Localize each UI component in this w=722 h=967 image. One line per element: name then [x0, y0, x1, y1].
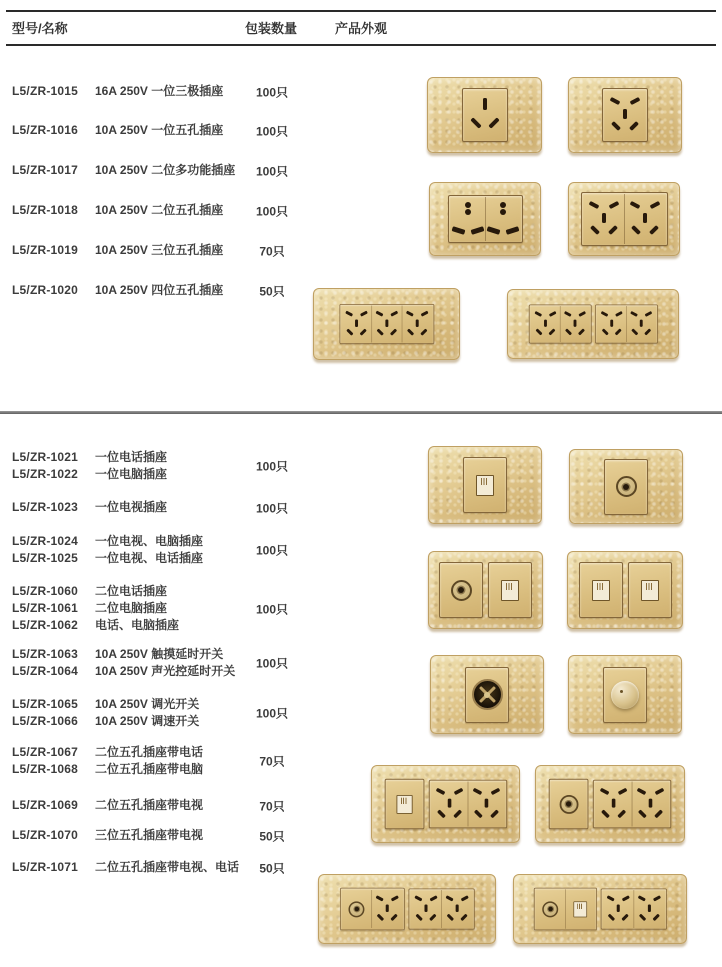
five-hole-socket-icon — [597, 306, 626, 342]
package-quantity: 100只 — [255, 85, 289, 99]
module-row — [569, 183, 679, 255]
socket-slot — [385, 320, 388, 327]
model-code: L5/ZR-1066 — [12, 714, 79, 728]
socket-module — [628, 562, 672, 618]
socket-slot — [360, 311, 368, 317]
model-code: L5/ZR-1018 — [12, 203, 79, 217]
socket-slot — [376, 328, 383, 335]
product-name: 16A 250V 一位三极插座 — [95, 84, 224, 98]
package-quantity: 100只 — [255, 602, 289, 616]
socket-slot — [465, 209, 471, 215]
socket-slot — [590, 225, 600, 235]
model-code: L5/ZR-1015 — [12, 84, 79, 98]
socket-module — [595, 305, 658, 344]
grille-icon — [468, 669, 506, 721]
socket-module — [462, 88, 508, 142]
product-name: 一位电视插座 — [95, 500, 168, 514]
product-name: 二位五孔插座带电话 — [95, 745, 204, 759]
module-row — [340, 883, 474, 935]
five-hole-socket-icon — [531, 306, 560, 342]
socket-slot — [429, 895, 437, 901]
socket-slot — [473, 809, 482, 818]
package-quantity: 100只 — [255, 204, 289, 218]
model-code: L5/ZR-1024 — [12, 534, 79, 548]
product-name: 二位电脑插座 — [95, 601, 168, 615]
socket-slot — [588, 201, 599, 209]
module-row — [430, 183, 540, 255]
coax-icon — [552, 781, 586, 828]
socket-slot — [548, 328, 555, 335]
product-name: 二位电话插座 — [95, 584, 168, 598]
product-name: 10A 250V 二位五孔插座 — [95, 203, 224, 217]
tv-coax-icon — [616, 476, 637, 497]
five-hole-socket-icon — [626, 306, 656, 342]
socket-module — [579, 562, 623, 618]
socket-slot — [606, 895, 614, 901]
socket-slot — [644, 328, 651, 335]
tv-with-three-five-hole-plate — [318, 874, 496, 944]
package-quantity: 100只 — [255, 124, 289, 138]
module-row — [379, 770, 511, 838]
product-name: 二位五孔插座带电视、电话 — [95, 860, 240, 874]
product-name: 二位五孔插座带电脑 — [95, 762, 204, 776]
rj-jack-icon — [501, 580, 519, 601]
rj-icon — [466, 459, 504, 511]
socket-slot — [390, 311, 398, 317]
socket-slot — [446, 914, 454, 922]
socket-module — [448, 195, 523, 243]
one-gang-three-pin-socket-plate — [427, 77, 542, 153]
socket-module — [488, 562, 532, 618]
socket-slot — [460, 895, 468, 901]
socket-module — [463, 457, 507, 513]
socket-module — [465, 667, 509, 723]
column-header-appearance: 产品外观 — [335, 21, 388, 36]
socket-slot — [355, 320, 358, 327]
knob-icon — [606, 669, 644, 721]
socket-module — [600, 888, 666, 929]
socket-module — [549, 779, 589, 829]
socket-slot — [614, 328, 621, 335]
package-quantity: 100只 — [255, 656, 289, 671]
rj-jack-icon — [592, 580, 610, 601]
socket-slot — [437, 809, 446, 818]
five-hole-socket-icon — [467, 782, 504, 827]
socket-slot — [465, 202, 471, 208]
package-quantity: 100只 — [255, 164, 289, 178]
socket-slot — [505, 226, 519, 235]
rj-icon — [582, 564, 620, 616]
socket-slot — [629, 201, 640, 209]
socket-slot — [621, 895, 629, 901]
coax-icon — [607, 461, 645, 513]
two-gang-jack-socket-plate — [567, 551, 683, 629]
model-code: L5/ZR-1071 — [12, 860, 79, 874]
model-code: L5/ZR-1068 — [12, 762, 79, 776]
socket-slot — [484, 799, 488, 808]
rj-jack-icon — [396, 795, 412, 814]
socket-slot — [600, 788, 610, 795]
socket-slot — [534, 311, 542, 317]
rj-jack-icon — [476, 475, 494, 496]
product-name: 10A 250V 一位五孔插座 — [95, 123, 224, 137]
five-hole-socket-icon — [603, 890, 633, 928]
socket-slot — [429, 914, 437, 922]
socket-slot — [638, 809, 647, 818]
socket-slot — [612, 799, 616, 808]
socket-slot — [617, 809, 626, 818]
socket-slot — [648, 904, 651, 912]
socket-slot — [490, 809, 499, 818]
model-code: L5/ZR-1065 — [12, 697, 79, 711]
module-row — [428, 78, 541, 152]
socket-slot — [639, 320, 642, 327]
socket-slot — [407, 328, 414, 335]
socket-slot — [631, 328, 638, 335]
product-name: 一位电话插座 — [95, 450, 168, 464]
module-row — [543, 770, 676, 838]
socket-slot — [637, 788, 647, 795]
socket-slot — [376, 914, 384, 922]
socket-slot — [420, 311, 428, 317]
multifunction-socket-icon — [451, 197, 485, 241]
model-code: L5/ZR-1060 — [12, 584, 79, 598]
tv-coax-icon — [542, 901, 558, 917]
socket-slot — [390, 895, 398, 901]
socket-slot — [578, 328, 585, 335]
socket-slot — [631, 225, 641, 235]
socket-slot — [488, 117, 499, 128]
socket-slot — [654, 809, 663, 818]
socket-slot — [608, 225, 618, 235]
model-code: L5/ZR-1025 — [12, 551, 79, 565]
socket-module — [602, 88, 648, 142]
socket-module — [339, 304, 434, 344]
dimmer-knob-icon — [611, 681, 639, 709]
package-quantity: 100只 — [255, 459, 289, 474]
two-gang-multifunction-socket-plate — [429, 182, 541, 256]
product-name: 一位电脑插座 — [95, 467, 168, 481]
socket-slot — [643, 213, 647, 223]
product-name: 10A 250V 触摸延时开关 — [95, 647, 224, 661]
socket-slot — [414, 895, 422, 901]
header-underline — [6, 44, 716, 46]
model-code: L5/ZR-1016 — [12, 123, 79, 137]
socket-slot — [649, 225, 659, 235]
product-name: 一位电视、电话插座 — [95, 551, 204, 565]
package-quantity: 70只 — [259, 799, 285, 813]
socket-slot — [649, 201, 660, 209]
package-quantity: 100只 — [255, 501, 289, 515]
column-header-model-name: 型号/名称 — [12, 21, 68, 36]
socket-slot — [653, 895, 661, 901]
socket-slot — [447, 799, 451, 808]
five-hole-socket-icon — [624, 194, 665, 244]
socket-slot — [616, 904, 619, 912]
socket-slot — [535, 328, 542, 335]
socket-slot — [618, 788, 628, 795]
socket-slot — [573, 320, 576, 327]
model-code: L5/ZR-1064 — [12, 664, 79, 678]
socket-slot — [565, 328, 572, 335]
socket-slot — [470, 226, 484, 235]
five-hole-socket-icon — [371, 890, 402, 928]
product-name: 电话、电脑插座 — [95, 618, 180, 632]
socket-slot — [500, 209, 506, 215]
socket-slot — [623, 109, 627, 119]
socket-slot — [445, 895, 453, 901]
socket-slot — [451, 226, 465, 235]
socket-slot — [435, 788, 445, 795]
socket-slot — [390, 914, 398, 922]
socket-slot — [424, 904, 427, 912]
top-rule — [6, 10, 716, 12]
product-name: 二位五孔插座带电视 — [95, 798, 204, 812]
module-row — [429, 447, 541, 523]
socket-slot — [608, 201, 619, 209]
socket-slot — [375, 311, 383, 317]
socket-slot — [615, 311, 623, 317]
socket-slot — [453, 809, 462, 818]
five-hole-socket-icon — [371, 306, 401, 343]
model-code: L5/ZR-1069 — [12, 798, 79, 812]
socket-slot — [420, 328, 427, 335]
socket-slot — [460, 914, 468, 922]
socket-module — [593, 780, 671, 829]
socket-slot — [638, 914, 646, 922]
socket-module — [603, 667, 647, 723]
socket-slot — [601, 809, 610, 818]
socket-slot — [564, 311, 572, 317]
five-hole-socket-icon — [633, 890, 664, 928]
product-name: 10A 250V 声光控延时开关 — [95, 664, 236, 678]
two-gang-five-hole-socket-plate — [568, 182, 680, 256]
sound-light-switch-icon — [472, 679, 503, 710]
five-hole-socket-icon — [441, 890, 472, 928]
package-quantity: 100只 — [255, 543, 289, 558]
socket-slot — [359, 328, 366, 335]
five-hole-socket-icon — [401, 306, 431, 343]
rj-icon — [491, 564, 529, 616]
model-code: L5/ZR-1062 — [12, 618, 79, 632]
socket-slot — [375, 895, 383, 901]
one-gang-five-hole-socket-plate — [568, 77, 682, 153]
tv-jack-with-two-five-hole-plate — [513, 874, 687, 944]
model-code: L5/ZR-1017 — [12, 163, 79, 177]
five-hole-socket-icon — [560, 306, 590, 342]
dimmer-switch-plate — [568, 655, 682, 734]
product-row — [0, 744, 722, 761]
tv-with-two-five-hole-plate — [535, 765, 685, 843]
socket-slot — [629, 121, 639, 131]
socket-slot — [415, 320, 418, 327]
module-row — [569, 656, 681, 733]
rj-icon — [565, 889, 595, 929]
product-name: 10A 250V 三位五孔插座 — [95, 243, 224, 257]
socket-slot — [600, 311, 608, 317]
socket-slot — [486, 226, 500, 235]
socket-slot — [500, 202, 506, 208]
socket-slot — [630, 97, 641, 105]
five-hole-socket-icon — [632, 782, 669, 827]
socket-slot — [607, 914, 615, 922]
socket-module — [529, 305, 592, 344]
socket-slot — [389, 328, 396, 335]
product-name: 三位五孔插座带电视 — [95, 828, 204, 842]
rj-icon — [387, 781, 421, 828]
model-code: L5/ZR-1061 — [12, 601, 79, 615]
model-code: L5/ZR-1022 — [12, 467, 79, 481]
package-quantity: 50只 — [259, 829, 285, 843]
module-row — [429, 552, 542, 628]
module-row — [570, 450, 682, 523]
socket-slot — [345, 311, 353, 317]
socket-module — [534, 888, 597, 931]
three-pin-socket-icon — [465, 90, 505, 140]
socket-slot — [602, 213, 606, 223]
socket-slot — [472, 788, 482, 795]
product-row — [0, 162, 722, 179]
product-row — [0, 533, 722, 550]
multifunction-socket-icon — [485, 197, 520, 241]
module-row — [535, 883, 666, 935]
socket-module — [428, 780, 506, 829]
socket-slot — [548, 311, 556, 317]
socket-module — [340, 888, 405, 931]
section-divider — [0, 411, 722, 414]
rj-icon — [631, 564, 669, 616]
socket-slot — [415, 914, 423, 922]
tv-coax-icon — [559, 795, 578, 814]
socket-module — [439, 562, 483, 618]
three-gang-five-hole-socket-plate — [313, 288, 460, 360]
socket-slot — [453, 788, 463, 795]
five-hole-socket-icon — [584, 194, 624, 244]
product-name: 10A 250V 四位五孔插座 — [95, 283, 224, 297]
socket-module — [604, 459, 648, 515]
socket-slot — [649, 799, 653, 808]
model-code: L5/ZR-1070 — [12, 828, 79, 842]
package-quantity: 70只 — [259, 754, 285, 769]
package-quantity: 50只 — [259, 861, 285, 875]
product-name: 10A 250V 调速开关 — [95, 714, 200, 728]
model-code: L5/ZR-1023 — [12, 500, 79, 514]
product-name: 一位电视、电脑插座 — [95, 534, 204, 548]
socket-slot — [637, 895, 645, 901]
package-quantity: 70只 — [259, 244, 285, 258]
module-row — [568, 552, 682, 628]
rj-jack-icon — [573, 901, 587, 917]
model-code: L5/ZR-1067 — [12, 745, 79, 759]
package-quantity: 100只 — [255, 706, 289, 721]
socket-slot — [610, 320, 613, 327]
model-code: L5/ZR-1020 — [12, 283, 79, 297]
product-name: 10A 250V 调光开关 — [95, 697, 200, 711]
five-hole-socket-icon — [431, 782, 467, 827]
phone-computer-jack-plate — [428, 446, 542, 524]
socket-slot — [644, 311, 652, 317]
socket-slot — [483, 98, 487, 110]
coax-icon — [342, 889, 371, 929]
tv-coax-icon — [451, 580, 472, 601]
column-header-package-qty: 包装数量 — [245, 21, 298, 36]
socket-slot — [655, 788, 665, 795]
module-row — [532, 300, 654, 349]
socket-slot — [490, 788, 500, 795]
jack-with-two-five-hole-plate — [371, 765, 520, 843]
product-row-group — [0, 162, 722, 179]
socket-slot — [346, 328, 353, 335]
tv-socket-plate — [569, 449, 683, 524]
model-code: L5/ZR-1021 — [12, 450, 79, 464]
model-code: L5/ZR-1019 — [12, 243, 79, 257]
socket-slot — [470, 117, 481, 128]
socket-slot — [630, 311, 638, 317]
rj-jack-icon — [641, 580, 659, 601]
socket-module — [581, 192, 668, 246]
socket-slot — [578, 311, 586, 317]
socket-slot — [611, 121, 621, 131]
five-hole-socket-icon — [596, 782, 632, 827]
socket-slot — [544, 320, 547, 327]
five-hole-socket-icon — [410, 890, 440, 928]
sound-light-delay-switch-plate — [430, 655, 544, 734]
product-name: 10A 250V 二位多功能插座 — [95, 163, 236, 177]
module-row — [569, 78, 681, 152]
model-code: L5/ZR-1063 — [12, 647, 79, 661]
socket-slot — [652, 914, 660, 922]
coax-icon — [536, 889, 565, 929]
tv-coax-icon — [348, 901, 364, 917]
socket-slot — [621, 914, 629, 922]
socket-module — [384, 779, 424, 829]
tv-computer-socket-plate — [428, 551, 543, 629]
socket-slot — [455, 904, 458, 912]
five-hole-socket-icon — [341, 306, 371, 343]
five-hole-socket-icon — [605, 90, 645, 140]
four-gang-five-hole-socket-plate — [507, 289, 679, 359]
socket-slot — [601, 328, 608, 335]
socket-module — [408, 888, 474, 929]
package-quantity: 50只 — [259, 284, 285, 298]
module-row — [431, 656, 543, 733]
socket-slot — [405, 311, 413, 317]
module-row — [333, 298, 440, 350]
socket-slot — [610, 97, 621, 105]
coax-icon — [442, 564, 480, 616]
socket-slot — [385, 904, 388, 912]
